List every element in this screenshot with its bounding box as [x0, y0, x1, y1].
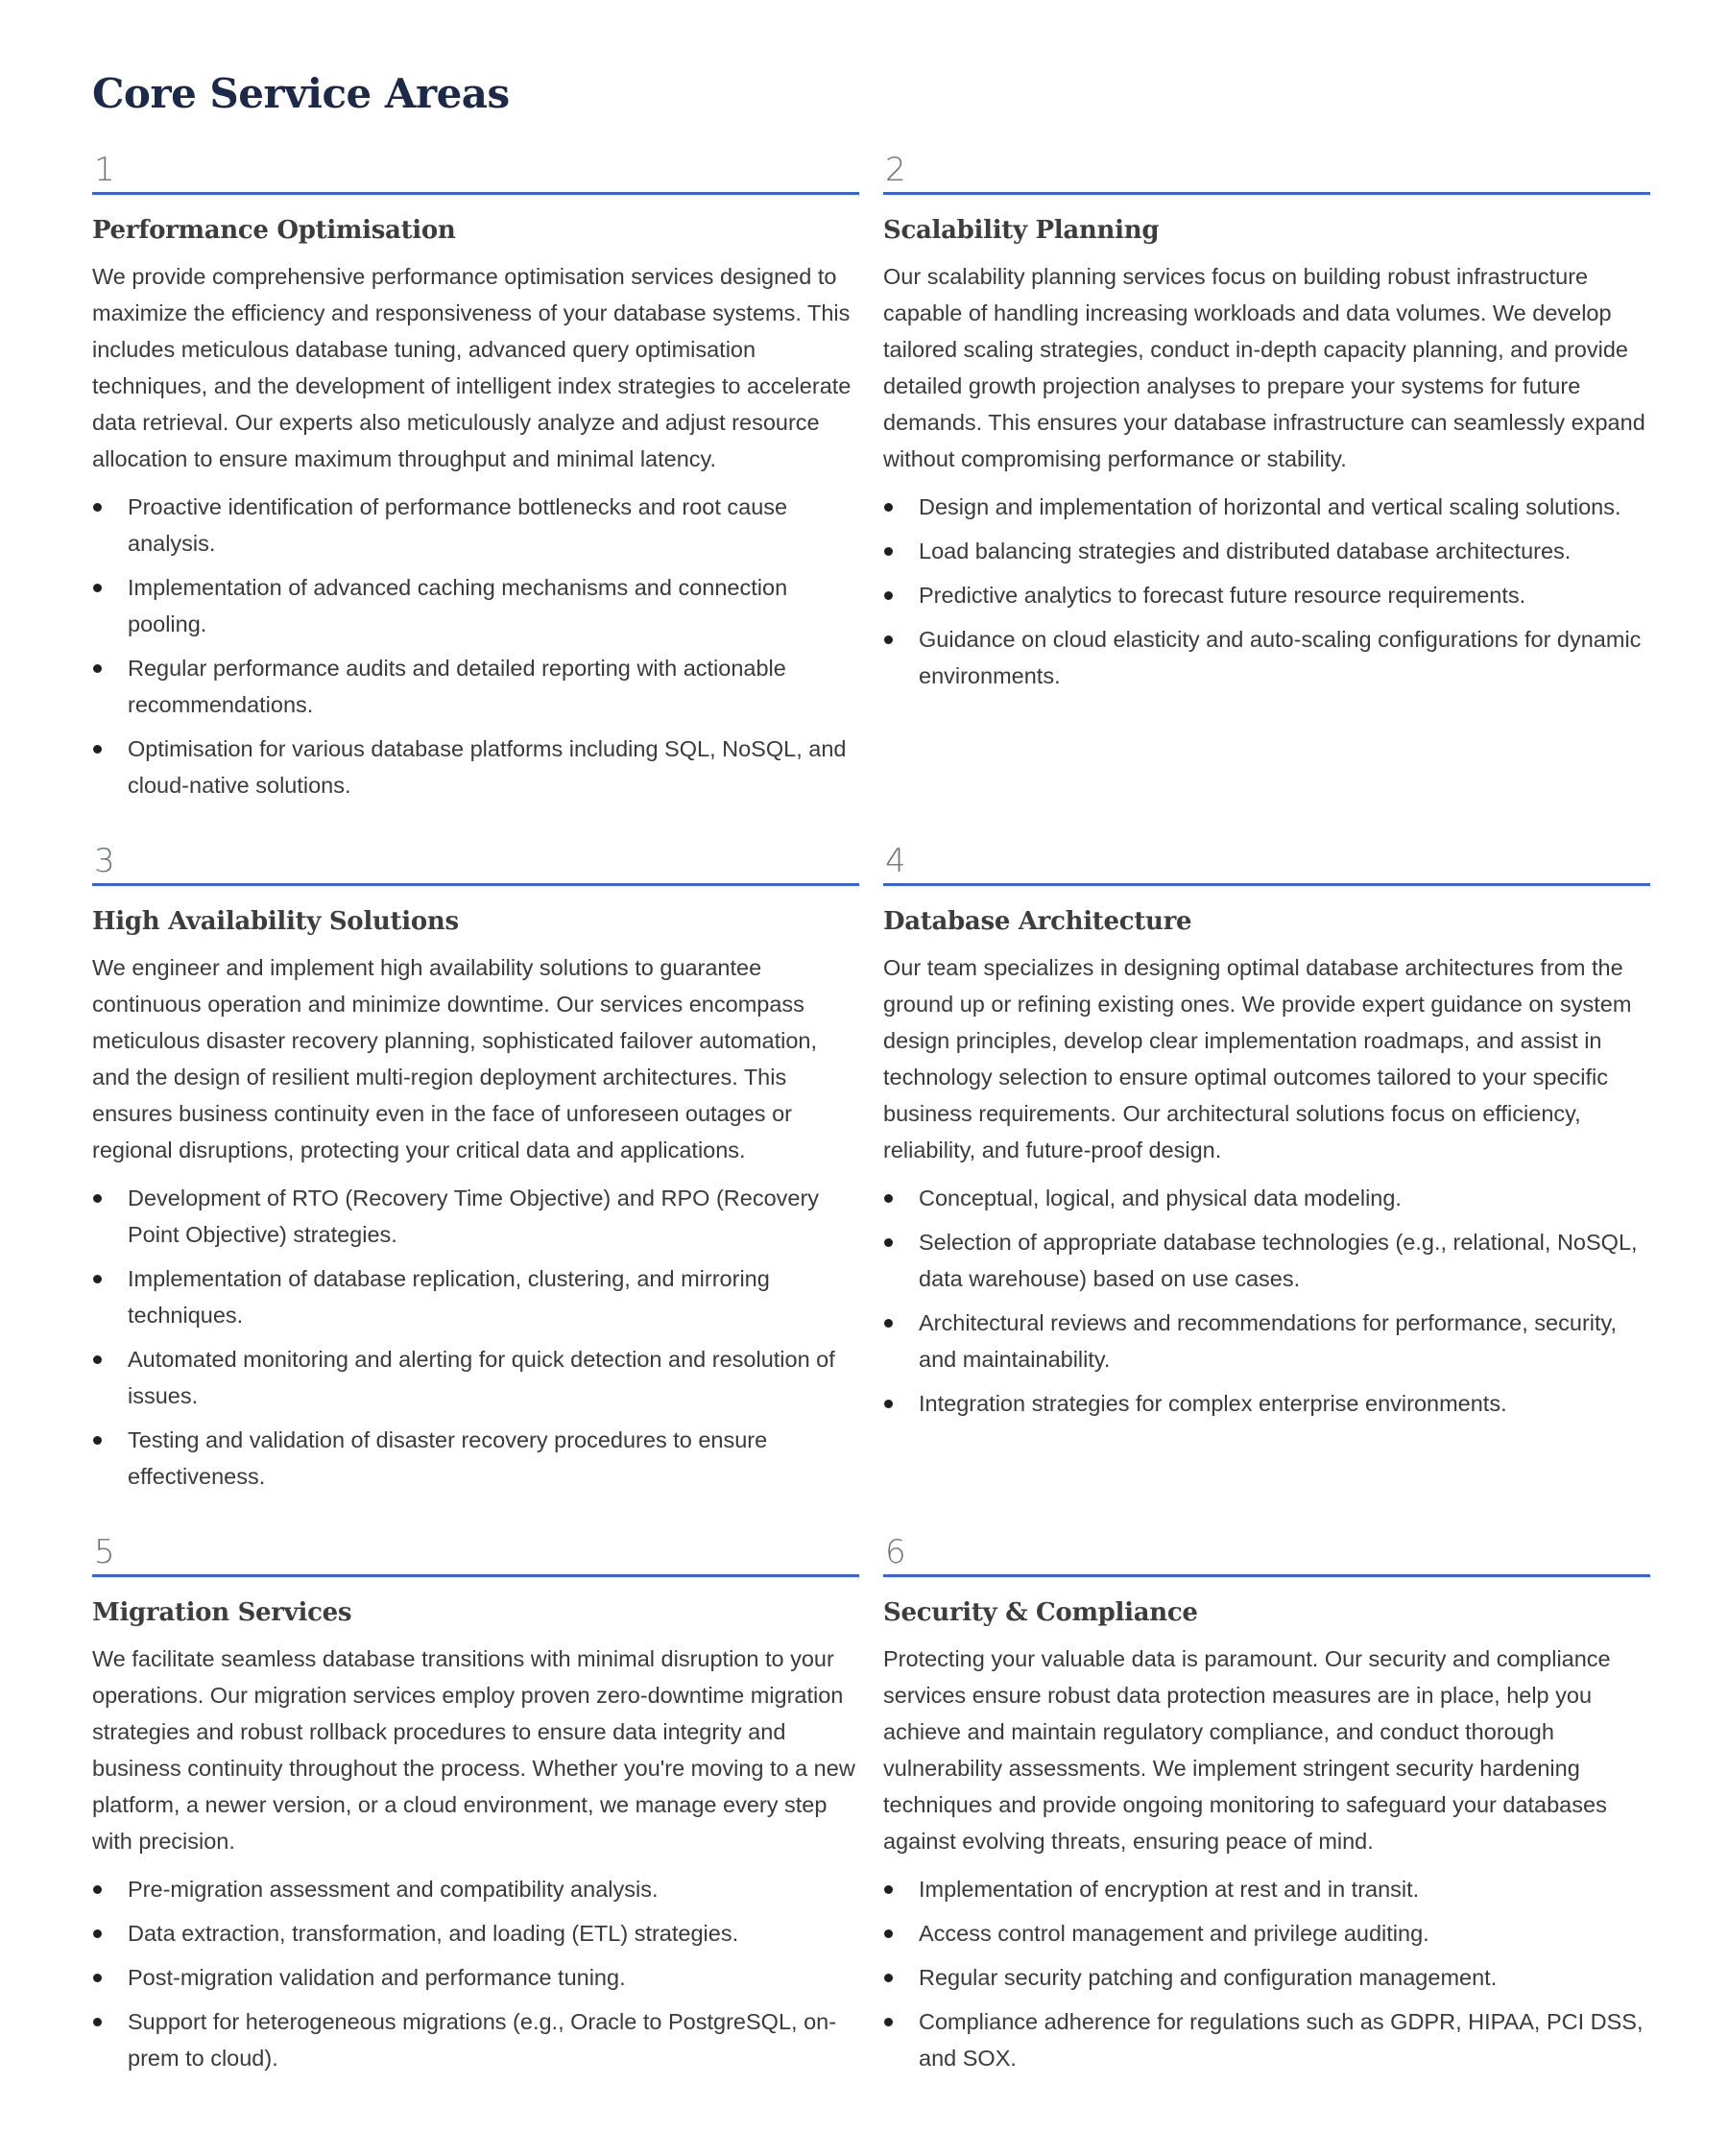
- section-divider: [883, 883, 1650, 886]
- section-bullet-list: [883, 489, 1650, 694]
- list-item: [92, 650, 859, 723]
- list-item: [92, 1915, 859, 1952]
- section-divider: [92, 1574, 859, 1577]
- list-item: [92, 1260, 859, 1333]
- bullet-icon: [93, 1929, 102, 1938]
- list-item-text: Optimisation for various database platforms including SQL, NoSQL, and cloud-native solutions.: [128, 736, 847, 798]
- section-divider: [883, 1574, 1650, 1577]
- section-title: Database Architecture: [883, 907, 1192, 936]
- list-item: [883, 1385, 1650, 1422]
- section-title: Scalability Planning: [883, 216, 1160, 245]
- section-bullet-list: [883, 1871, 1650, 2076]
- bullet-icon: [884, 635, 893, 644]
- list-item-text: Load balancing strategies and distributed database architectures.: [919, 539, 1572, 563]
- section-bullet-list: [883, 1180, 1650, 1422]
- bullet-icon: [884, 1885, 893, 1894]
- section-divider: [92, 192, 859, 195]
- section-number: 2: [885, 151, 906, 189]
- list-item-text: Support for heterogeneous migrations (e.g., Oracle to PostgreSQL, on-prem to cloud).: [128, 2009, 837, 2071]
- bullet-icon: [884, 503, 893, 512]
- list-item: [883, 1305, 1650, 1377]
- list-item: [92, 569, 859, 642]
- bullet-icon: [93, 1275, 102, 1283]
- list-item: [92, 2003, 859, 2076]
- section-divider: [883, 192, 1650, 195]
- bullet-icon: [884, 2018, 893, 2026]
- section-description: Our scalability planning services focus on building robust infrastructure capable of handling increasing workloads and data volumes. We develop tailored scaling strategies, conduct in-depth capacity planning, and provide detailed growth projection analyses to prepare your systems for future demands. This ensures your database infrastructure can seamlessly expand without compromising performance or stability.: [883, 264, 1645, 471]
- section-number: 5: [94, 1533, 115, 1571]
- section-description: We facilitate seamless database transitions with minimal disruption to your operations. Our migration services employ proven zero-downtime migration strategies and robust rollback procedures to ensure data integrity and business continuity throughout the process. Whether you're moving to a new platform, a newer version, or a cloud environment, we manage every step with precision.: [92, 1646, 855, 1854]
- list-item: [883, 621, 1650, 694]
- list-item-text: Design and implementation of horizontal and vertical scaling solutions.: [919, 494, 1621, 519]
- bullet-icon: [93, 1436, 102, 1445]
- list-item-text: Development of RTO (Recovery Time Objective) and RPO (Recovery Point Objective) strategies.: [128, 1186, 820, 1247]
- list-item: [92, 1422, 859, 1495]
- list-item-text: Proactive identification of performance bottlenecks and root cause analysis.: [128, 494, 788, 556]
- service-section-migration: [92, 1530, 859, 2084]
- service-section-scalability: [883, 148, 1650, 702]
- list-item-text: Regular performance audits and detailed reporting with actionable recommendations.: [128, 656, 786, 717]
- bullet-icon: [884, 1194, 893, 1203]
- section-bullet-list: [92, 1180, 859, 1495]
- bullet-icon: [884, 1400, 893, 1408]
- list-item: [92, 731, 859, 803]
- list-item-text: Conceptual, logical, and physical data modeling.: [919, 1186, 1402, 1210]
- bullet-icon: [884, 1319, 893, 1328]
- list-item: [883, 1224, 1650, 1297]
- list-item: [883, 2003, 1650, 2076]
- bullet-icon: [93, 2018, 102, 2026]
- list-item-text: Data extraction, transformation, and loading (ETL) strategies.: [128, 1921, 739, 1946]
- document-page: [92, 65, 1650, 2071]
- list-item-text: Architectural reviews and recommendations for performance, security, and maintainability.: [919, 1310, 1618, 1372]
- list-item-text: Guidance on cloud elasticity and auto-scaling configurations for dynamic environments.: [919, 627, 1642, 688]
- list-item-text: Implementation of database replication, clustering, and mirroring techniques.: [128, 1266, 770, 1328]
- list-item-text: Compliance adherence for regulations such as GDPR, HIPAA, PCI DSS, and SOX.: [919, 2009, 1644, 2071]
- list-item: [92, 1871, 859, 1907]
- list-item: [92, 1341, 859, 1414]
- list-item-text: Integration strategies for complex enterprise environments.: [919, 1391, 1507, 1416]
- section-title: Security & Compliance: [883, 1598, 1198, 1627]
- service-section-high-availability: [92, 839, 859, 1502]
- list-item: [883, 1959, 1650, 1996]
- bullet-icon: [93, 1355, 102, 1364]
- list-item-text: Testing and validation of disaster recovery procedures to ensure effectiveness.: [128, 1427, 768, 1489]
- bullet-icon: [884, 591, 893, 600]
- list-item: [92, 1180, 859, 1253]
- list-item-text: Pre-migration assessment and compatibility analysis.: [128, 1877, 659, 1902]
- section-description: Our team specializes in designing optimal database architectures from the ground up or refining existing ones. We provide expert guidance on system design principles, develop clear implementation roadmaps, and assist in technology selection to ensure optimal outcomes tailored to your specific business requirements. Our architectural solutions focus on efficiency, reliability, and future-proof design.: [883, 955, 1632, 1162]
- bullet-icon: [93, 1194, 102, 1203]
- bullet-icon: [93, 503, 102, 512]
- list-item: [883, 1915, 1650, 1952]
- list-item-text: Post-migration validation and performance tuning.: [128, 1965, 626, 1990]
- list-item-text: Implementation of advanced caching mechanisms and connection pooling.: [128, 575, 788, 636]
- section-bullet-list: [92, 489, 859, 803]
- bullet-icon: [93, 584, 102, 592]
- bullet-icon: [884, 1974, 893, 1982]
- section-number: 4: [885, 842, 906, 880]
- list-item: [92, 489, 859, 562]
- list-item-text: Implementation of encryption at rest and in transit.: [919, 1877, 1420, 1902]
- section-title: Performance Optimisation: [92, 216, 456, 245]
- bullet-icon: [93, 745, 102, 754]
- bullet-icon: [93, 664, 102, 673]
- bullet-icon: [93, 1885, 102, 1894]
- list-item-text: Predictive analytics to forecast future resource requirements.: [919, 583, 1526, 608]
- list-item-text: Regular security patching and configuration management.: [919, 1965, 1498, 1990]
- list-item-text: Access control management and privilege auditing.: [919, 1921, 1429, 1946]
- service-section-architecture: [883, 839, 1650, 1429]
- bullet-icon: [884, 1238, 893, 1247]
- list-item: [883, 577, 1650, 613]
- service-section-performance: [92, 148, 859, 811]
- section-description: Protecting your valuable data is paramount. Our security and compliance services ensure robust data protection measures are in place, help you achieve and maintain regulatory compliance, and conduct thorough vulnerability assessments. We implement stringent security hardening techniques and provide ongoing monitoring to safeguard your databases against evolving threats, ensuring peace of mind.: [883, 1646, 1611, 1854]
- list-item-text: Selection of appropriate database technologies (e.g., relational, NoSQL, data warehouse) based on use cases.: [919, 1230, 1638, 1291]
- list-item-text: Automated monitoring and alerting for quick detection and resolution of issues.: [128, 1347, 835, 1408]
- section-bullet-list: [92, 1871, 859, 2076]
- list-item: [883, 489, 1650, 525]
- section-description: We provide comprehensive performance optimisation services designed to maximize the efficiency and responsiveness of your database systems. This includes meticulous database tuning, advanced query optimisation techniques, and the development of intelligent index strategies to accelerate data retrieval. Our experts also meticulously analyze and adjust resource allocation to ensure maximum throughput and minimal latency.: [92, 264, 852, 471]
- section-title: Migration Services: [92, 1598, 352, 1627]
- section-divider: [92, 883, 859, 886]
- section-number: 3: [94, 842, 115, 880]
- section-number: 6: [885, 1533, 906, 1571]
- service-section-security: [883, 1530, 1650, 2084]
- list-item: [883, 1180, 1650, 1216]
- list-item: [883, 1871, 1650, 1907]
- list-item: [92, 1959, 859, 1996]
- section-number: 1: [94, 151, 115, 189]
- page-title: Core Service Areas: [92, 70, 510, 117]
- section-description: We engineer and implement high availability solutions to guarantee continuous operation and minimize downtime. Our services encompass meticulous disaster recovery planning, sophisticated failover automation, and the design of resilient multi-region deployment architectures. This ensures business continuity even in the face of unforeseen outages or regional disruptions, protecting your critical data and applications.: [92, 955, 818, 1162]
- bullet-icon: [884, 1929, 893, 1938]
- bullet-icon: [93, 1974, 102, 1982]
- bullet-icon: [884, 547, 893, 556]
- list-item: [883, 533, 1650, 569]
- section-title: High Availability Solutions: [92, 907, 459, 936]
